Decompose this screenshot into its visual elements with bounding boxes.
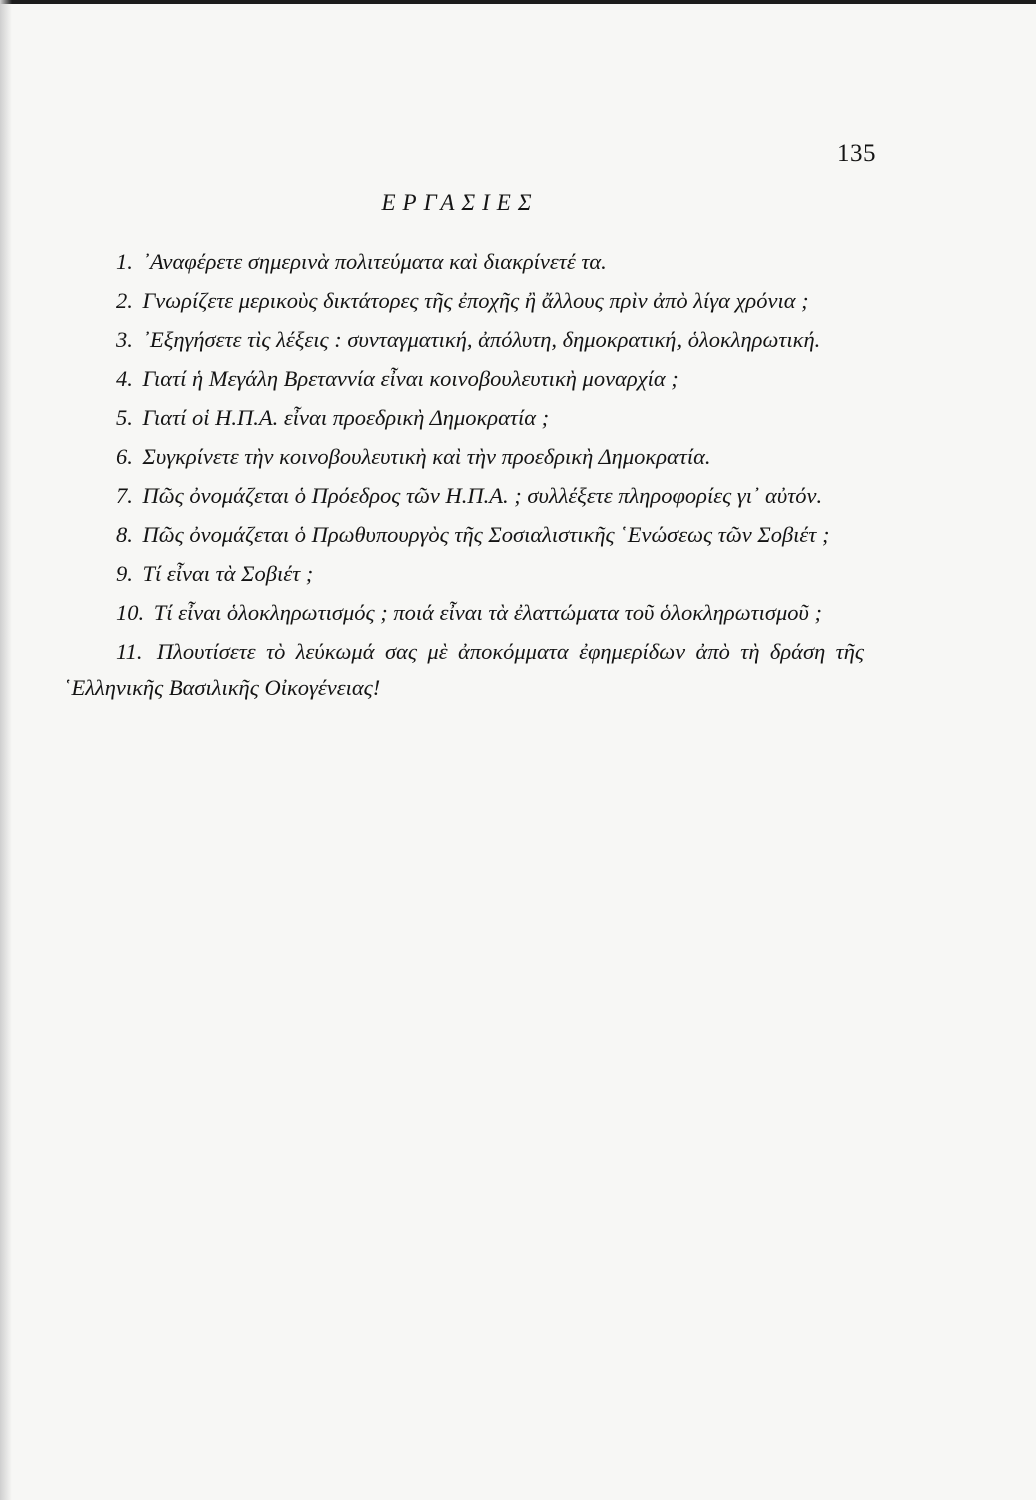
exercise-number: 11. (116, 639, 143, 664)
exercise-text: Συγκρίνετε τὴν κοινοβουλευτικὴ καὶ τὴν προεδρικὴ Δημοκρατία. (142, 444, 711, 469)
exercise-text: Τί εἶναι ὁλοκληρωτισμός ; ποιά εἶναι τὰ ἐλαττώματα τοῦ ὁλοκληρωτισμοῦ ; (153, 600, 822, 625)
exercise-text: Τί εἶναι τὰ Σοβιέτ ; (142, 561, 314, 586)
scan-top-edge (0, 0, 1036, 4)
exercise-number: 6. (116, 444, 133, 469)
exercise-item (64, 439, 864, 475)
exercise-item (64, 556, 864, 592)
exercise-item (64, 244, 864, 280)
exercise-number: 1. (116, 249, 133, 274)
exercise-text: Πλουτίσετε τὸ λεύκωμά σας μὲ ἀποκόμματα ἐφημερίδων ἀπὸ τὴ δράση τῆς ῾Ελληνικῆς Βασιλικῆς Οἰκογένειας! (64, 639, 865, 700)
exercise-text: Πῶς ὀνομάζεται ὁ Πρωθυπουργὸς τῆς Σοσιαλιστικῆς ῾Ενώσεως τῶν Σοβιέτ ; (142, 522, 830, 547)
exercise-number: 3. (116, 327, 133, 352)
exercise-number: 4. (116, 366, 133, 391)
page-number: 135 (837, 140, 876, 167)
exercise-number: 9. (116, 561, 133, 586)
page-title: ΕΡΓΑΣΙΕΣ (381, 190, 539, 215)
exercise-item (64, 322, 864, 358)
exercise-item (64, 478, 864, 514)
exercise-number: 2. (116, 288, 133, 313)
exercise-number: 5. (116, 405, 133, 430)
exercise-text: Γιατί οἱ Η.Π.Α. εἶναι προεδρικὴ Δημοκρατία ; (142, 405, 550, 430)
exercise-number: 7. (116, 483, 133, 508)
exercise-item (64, 517, 864, 553)
exercise-number: 8. (116, 522, 133, 547)
exercise-text: ᾿Αναφέρετε σημερινὰ πολιτεύματα καὶ διακρίνετέ τα. (142, 249, 607, 274)
exercise-item (64, 283, 864, 319)
exercise-item (64, 361, 864, 397)
exercise-item (64, 400, 864, 436)
exercise-item (64, 595, 864, 631)
exercise-list (64, 244, 864, 709)
exercise-item (64, 634, 864, 706)
exercise-text: Γιατί ἡ Μεγάλη Βρεταννία εἶναι κοινοβουλευτικὴ μοναρχία ; (142, 366, 679, 391)
page-fold-shadow (0, 0, 12, 1500)
exercise-text: Πῶς ὀνομάζεται ὁ Πρόεδρος τῶν Η.Π.Α. ; συλλέξετε πληροφορίες γι᾿ αὐτόν. (142, 483, 823, 508)
exercise-text: ᾿Εξηγήσετε τὶς λέξεις : συνταγματική, ἀπόλυτη, δημοκρατική, ὁλοκληρωτική. (142, 327, 821, 352)
exercise-text: Γνωρίζετε μερικοὺς δικτάτορες τῆς ἐποχῆς ἢ ἄλλους πρὶν ἀπὸ λίγα χρόνια ; (142, 288, 809, 313)
exercise-number: 10. (116, 600, 145, 625)
